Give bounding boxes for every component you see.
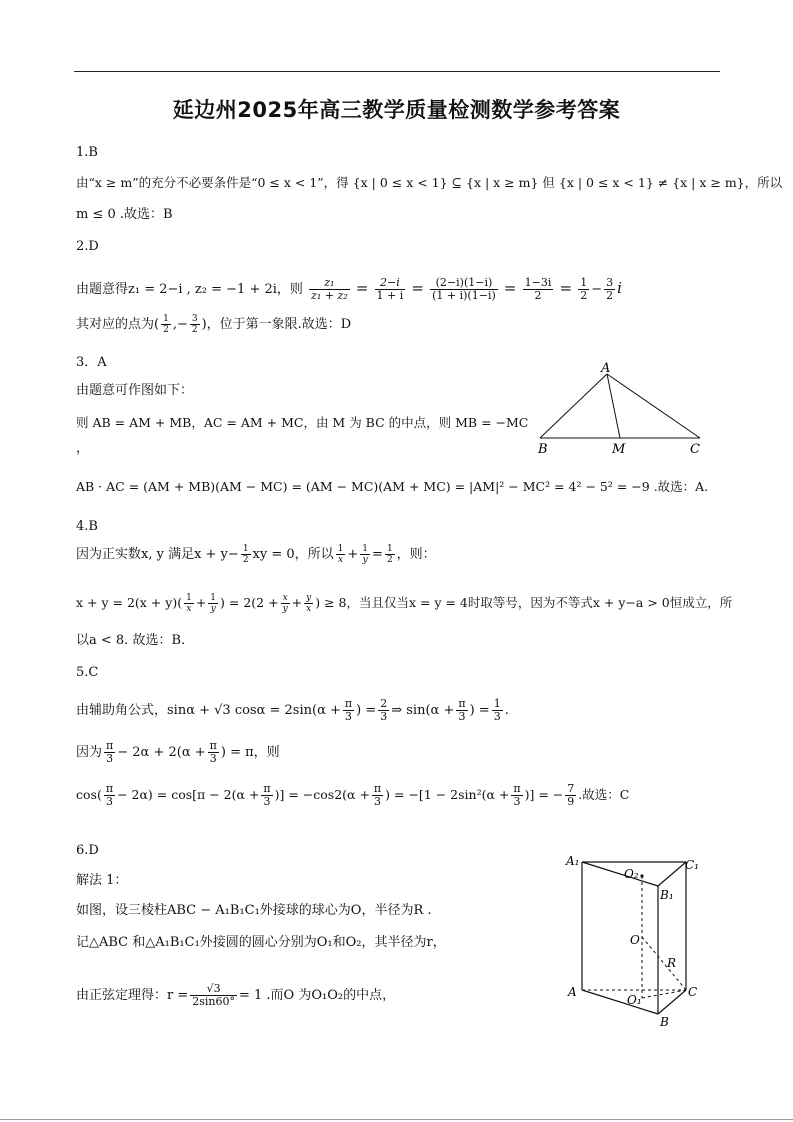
q4-line2: [76, 588, 732, 618]
q4-inv-y2: $\frac{1}{y}$: [210, 593, 217, 614]
q6-line1: 解法 1：: [76, 873, 128, 888]
q5-pi3-c: $\frac{\pi}{3}$: [106, 739, 114, 765]
q6-line4: [76, 976, 395, 1016]
q4-inv-x2: $\frac{1}{x}$: [186, 593, 192, 614]
label-a1: A₁: [566, 854, 580, 868]
q2-point-open: 其对应的点为(: [76, 317, 160, 332]
q6-line4b: = 1 .而O 为O₁O₂的中点，: [239, 988, 396, 1003]
label-o2: O₂: [624, 867, 639, 881]
q5-pi3-d: $\frac{\pi}{3}$: [209, 739, 217, 765]
q4-line1a: 因为正实数x, y 满足x + y−: [76, 547, 239, 562]
edge-a1b1: [582, 862, 658, 886]
q5-2-3: $\frac{2}{3}$: [380, 697, 388, 723]
q2-point-comma: ,−: [172, 317, 188, 332]
point-o2: [640, 874, 643, 877]
top-rule: [74, 71, 720, 72]
q3-label: 3．A: [76, 355, 107, 370]
q5-line1e: .: [504, 703, 509, 718]
bottom-rule: [0, 1119, 793, 1120]
q4-plus3: +: [291, 595, 303, 610]
q4-inv-x: $\frac{1}{x}$: [337, 544, 344, 565]
q3-line2: 则 AB = AM + MB，AC = AM + MC，由 M 为 BC 的中点，则 MB = −MC: [76, 415, 529, 430]
q4-plus2: +: [195, 595, 207, 610]
q5-1-3: $\frac{1}{3}$: [493, 697, 501, 723]
q2-eq4: =: [559, 279, 573, 297]
q5-line3c: )] = −cos2(α +: [274, 787, 370, 802]
q2-line2: [76, 312, 351, 338]
side-ac: [607, 374, 700, 438]
q5-line3d: ) = −[1 − 2sin²(α +: [385, 787, 510, 802]
q2-eq3: =: [503, 279, 517, 297]
q3-line3: ，: [76, 441, 90, 456]
label-c: C: [690, 442, 700, 457]
q6-line2: 如图，设三棱柱ABC − A₁B₁C₁外接球的球心为O，半径为R .: [76, 903, 432, 918]
q5-line3e: )] = −: [524, 787, 564, 802]
q5-line2b: − 2α + 2(α +: [117, 745, 206, 760]
q3-line4: AB · AC = (AM + MB)(AM − MC) = (AM − MC)(AM + MC) = |AM|² − MC² = 4² − 5² = −9 .故选：A.: [76, 479, 709, 494]
q2-eq2: =: [411, 279, 424, 297]
q5-pi3-e: $\frac{\pi}{3}$: [105, 782, 114, 808]
q2-point-y: $\frac{3}{2}$: [191, 314, 198, 335]
q1-label: 1.B: [76, 145, 98, 160]
q4-eq: =: [372, 547, 383, 562]
q2-point-close: )，位于第一象限.故选：D: [201, 317, 352, 332]
label-b: B: [538, 442, 548, 457]
label-a: A: [568, 985, 577, 999]
q2-point-x: $\frac{1}{2}$: [163, 314, 169, 335]
q3-line1: 由题意可作图如下：: [76, 383, 194, 398]
q5-line1d: ) =: [469, 703, 490, 718]
q1-line2: m ≤ 0 .故选：B: [76, 207, 173, 222]
q6-label: 6.D: [76, 843, 99, 858]
q5-line3a: cos(: [76, 787, 102, 802]
q4-half2: $\frac{1}{2}$: [386, 544, 393, 565]
q2-frac4: $\frac{1-3i}{2}$: [524, 276, 552, 302]
q5-line2c: ) = π，则: [220, 745, 280, 760]
q2-frac2: $\frac{2-i}{1 + i}$: [376, 276, 404, 302]
q5-7-9: $\frac{7}{9}$: [567, 782, 575, 808]
q6-r-frac: $\frac{√3}{2\sin 60^\circ}$: [192, 982, 235, 1008]
q2-frac5: $\frac{1}{2}$: [580, 276, 588, 302]
q5-line3: [76, 778, 629, 812]
radius-o1c: [642, 990, 686, 998]
label-a: A: [601, 361, 611, 376]
q5-line2a: 因为: [76, 745, 103, 760]
q6-line4a: 由正弦定理得：r =: [76, 988, 189, 1003]
label-c: C: [688, 985, 698, 999]
q2-line1: [76, 268, 622, 310]
label-r: R: [667, 956, 677, 970]
q5-line3f: .故选：C: [578, 787, 630, 802]
q2-frac1: $\frac{\text{z₁}}{\text{z₁ + z₂}}$: [311, 276, 348, 302]
q4-line2b: ) = 2(2 +: [220, 595, 279, 610]
q2-frac3: $\frac{(2-i)(1-i)}{(1 + i)(1-i)}$: [432, 276, 496, 302]
q5-pi3-f: $\frac{\pi}{3}$: [263, 782, 271, 808]
q4-label: 4.B: [76, 519, 98, 534]
q4-line1d: ，则：: [396, 547, 436, 562]
side-ab: [540, 374, 607, 438]
q2-frac6: $\frac{3}{2}$: [606, 276, 614, 302]
q4-half1: $\frac{1}{2}$: [242, 544, 249, 565]
q4-line2c: ) ≥ 8，当且仅当x = y = 4时取等号，因为不等式x + y−a > 0恒成立，所: [315, 595, 733, 610]
triangle-diagram: [530, 360, 720, 460]
q2-i: i: [617, 279, 622, 297]
q5-line1a: 由辅助角公式，sinα + √3 cosα = 2sin(α +: [76, 703, 341, 718]
q4-y-over-x: $\frac{y}{x}$: [306, 593, 312, 614]
q5-line2: [76, 736, 280, 770]
label-c1: C₁: [685, 858, 699, 872]
q2-prefix: 由题意得z₁ = 2−i , z₂ = −1 + 2i，则: [76, 282, 303, 297]
label-o1: O₁: [627, 993, 642, 1007]
prism-diagram: [560, 848, 710, 1033]
page-title: 延边州2025年高三教学质量检测数学参考答案: [172, 98, 621, 122]
q4-line3: 以a < 8. 故选：B.: [76, 633, 186, 648]
q4-line2a: x + y = 2(x + y)(: [76, 595, 183, 610]
q5-label: 5.C: [76, 665, 99, 680]
q2-eq1: =: [355, 279, 369, 297]
label-m: M: [612, 442, 626, 457]
median-am: [607, 374, 620, 438]
q4-line1b: xy = 0，所以: [252, 547, 334, 562]
radius-r: [642, 937, 686, 990]
q2-label: 2.D: [76, 239, 99, 254]
q5-pi3-a: $\frac{\pi}{3}$: [344, 697, 353, 723]
q2-minus: −: [591, 282, 603, 297]
label-b: B: [660, 1015, 669, 1029]
edge-b1c1: [658, 862, 686, 886]
edge-ab: [582, 990, 658, 1014]
q5-pi3-g: $\frac{\pi}{3}$: [373, 782, 382, 808]
q4-line1: [76, 540, 436, 570]
label-b1: B₁: [660, 888, 674, 902]
q5-pi3-h: $\frac{\pi}{3}$: [513, 782, 521, 808]
edge-bc: [658, 990, 686, 1014]
q5-line1b: ) =: [356, 703, 377, 718]
q4-x-over-y: $\frac{x}{y}$: [282, 593, 288, 614]
q6-line3: 记△ABC 和△A₁B₁C₁外接圆的圆心分别为O₁和O₂，其半径为r，: [76, 935, 446, 950]
q5-line3b: − 2α) = cos[π − 2(α +: [117, 787, 260, 802]
q4-inv-y: $\frac{1}{y}$: [362, 544, 369, 565]
q1-line1: 由“x ≥ m”的充分不必要条件是“0 ≤ x < 1”，得 {x | 0 ≤ x < 1} ⊆ {x | x ≥ m} 但 {x | 0 ≤ x < 1} ≠ {x | x ≥ m}，所以: [76, 175, 783, 190]
q5-line1: [76, 694, 509, 728]
label-o: O: [630, 933, 640, 947]
q4-plus: +: [347, 547, 359, 562]
q5-pi3-b: $\frac{\pi}{3}$: [458, 697, 466, 723]
q5-line1c: ⇒ sin(α +: [391, 703, 455, 718]
